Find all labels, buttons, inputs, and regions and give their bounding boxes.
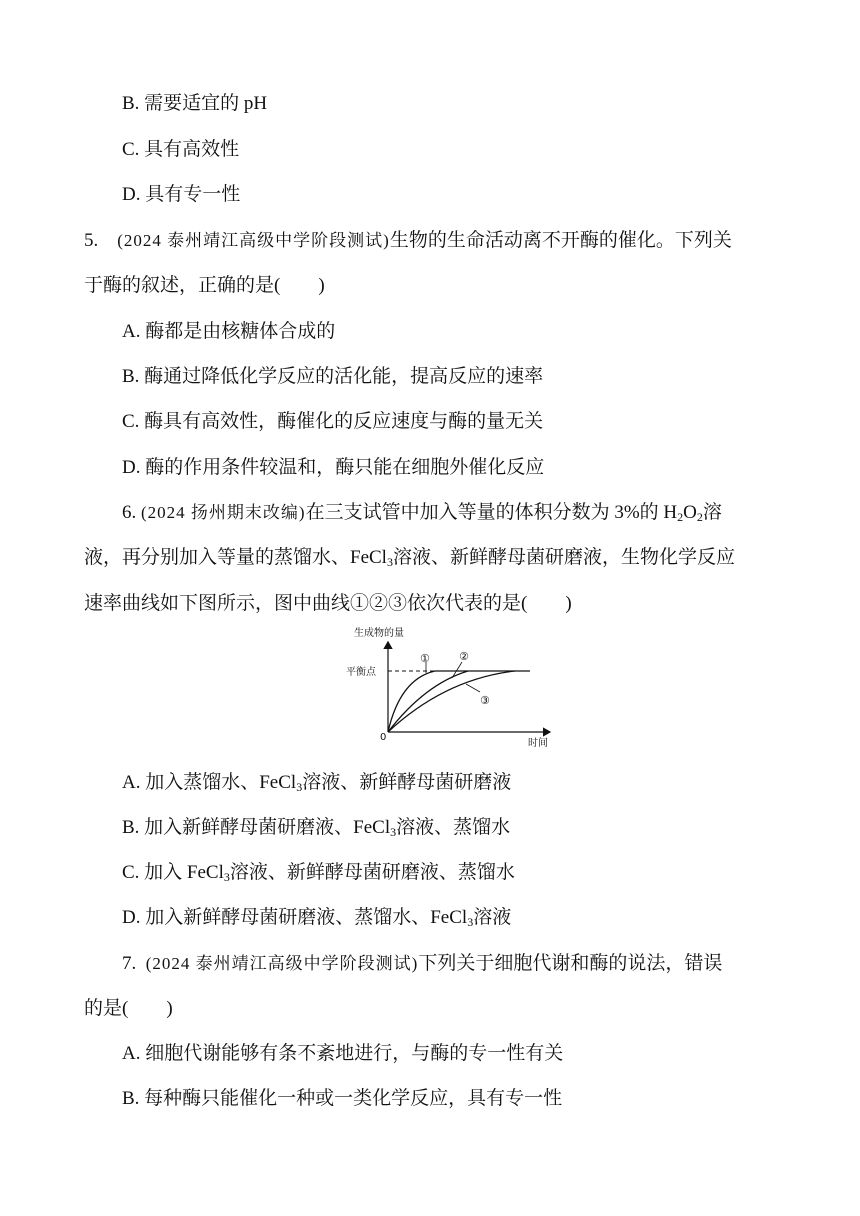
subscript: 2 — [696, 510, 703, 524]
q5-option-d: D. 酶的作用条件较温和，酶只能在细胞外催化反应 — [122, 457, 545, 478]
subscript: 3 — [390, 825, 397, 839]
q7-stem-text1: 下列关于细胞代谢和酶的说法，错误 — [418, 953, 723, 974]
q6-source: (2024 扬州期末改编) — [141, 503, 306, 522]
q7-option-b: B. 每种酶只能催化一种或一类化学反应，具有专一性 — [122, 1088, 563, 1109]
q5-number: 5. — [84, 230, 99, 251]
q6-stem-text: 溶 — [702, 502, 722, 523]
subscript: 3 — [386, 555, 393, 569]
q6-stem-text: 在三支试管中加入等量的体积分数为 3%的 H — [305, 502, 678, 523]
q7-stem-line1 — [122, 952, 722, 976]
q6-option-text: B. 加入新鲜酵母菌研磨液、FeCl — [122, 817, 391, 838]
q6-stem-text: O — [683, 502, 697, 523]
curve-3-leader — [466, 684, 480, 692]
q4-option-c: C. 具有高效性 — [122, 139, 240, 160]
q5-stem-line1 — [84, 229, 732, 253]
q6-option-text: 溶液、蒸馏水 — [396, 817, 511, 838]
q6-number: 6. — [122, 502, 137, 523]
q6-option-b — [122, 816, 510, 840]
q7-option-a: A. 细胞代谢能够有条不紊地进行，与酶的专一性有关 — [122, 1043, 564, 1064]
q6-option-text: 溶液 — [473, 907, 512, 928]
curve-3-label: ③ — [480, 694, 490, 707]
q5-stem-text1: 生物的生命活动离不开酶的催化。下列关 — [389, 230, 732, 251]
q6-option-text: 溶液、新鲜酵母菌研磨液 — [302, 772, 512, 793]
subscript: 3 — [223, 870, 230, 884]
q4-option-b: B. 需要适宜的 pH — [122, 93, 268, 114]
subscript: 2 — [677, 510, 684, 524]
q6-stem-line2 — [84, 546, 735, 570]
q6-option-a — [122, 771, 511, 795]
curve-3 — [388, 671, 515, 732]
q6-option-text: D. 加入新鲜酵母菌研磨液、蒸馏水、FeCl — [122, 907, 468, 928]
subscript: 3 — [296, 780, 303, 794]
q7-number: 7. — [122, 953, 137, 974]
q6-option-c — [122, 861, 515, 885]
q5-option-c: C. 酶具有高效性，酶催化的反应速度与酶的量无关 — [122, 411, 544, 432]
q6-stem-line1 — [122, 501, 722, 525]
subscript: 3 — [467, 915, 474, 929]
curve-1 — [388, 671, 530, 732]
y-axis-label: 生成物的量 — [354, 628, 404, 639]
equilibrium-label: 平衡点 — [346, 667, 376, 678]
q6-option-text: C. 加入 FeCl — [122, 862, 224, 883]
q7-source: (2024 泰州靖江高级中学阶段测试) — [145, 954, 419, 973]
origin-label: 0 — [380, 732, 387, 743]
q6-stem-line3: 速率曲线如下图所示，图中曲线①②③依次代表的是( ) — [84, 593, 572, 614]
q5-source: (2024 泰州靖江高级中学阶段测试) — [117, 231, 390, 250]
reaction-curve-figure — [340, 624, 560, 752]
q5-option-a: A. 酶都是由核糖体合成的 — [122, 321, 336, 342]
q6-option-d — [122, 906, 511, 930]
curve-2-label: ② — [459, 650, 469, 663]
q5-option-b: B. 酶通过降低化学反应的活化能，提高反应的速率 — [122, 366, 544, 387]
q5-stem-line2: 于酶的叙述，正确的是( ) — [84, 275, 325, 296]
q6-stem-text: 溶液、新鲜酵母菌研磨液，生物化学反应 — [392, 547, 735, 568]
q6-option-text: 溶液、新鲜酵母菌研磨液、蒸馏水 — [229, 862, 515, 883]
curve-1-label: ① — [420, 652, 430, 665]
q6-option-text: A. 加入蒸馏水、FeCl — [122, 772, 297, 793]
x-axis-label: 时间 — [528, 738, 548, 749]
q6-stem-text: 液，再分别加入等量的蒸馏水、FeCl — [84, 547, 387, 568]
q4-option-d: D. 具有专一性 — [122, 184, 241, 205]
q7-stem-line2: 的是( ) — [84, 998, 173, 1019]
